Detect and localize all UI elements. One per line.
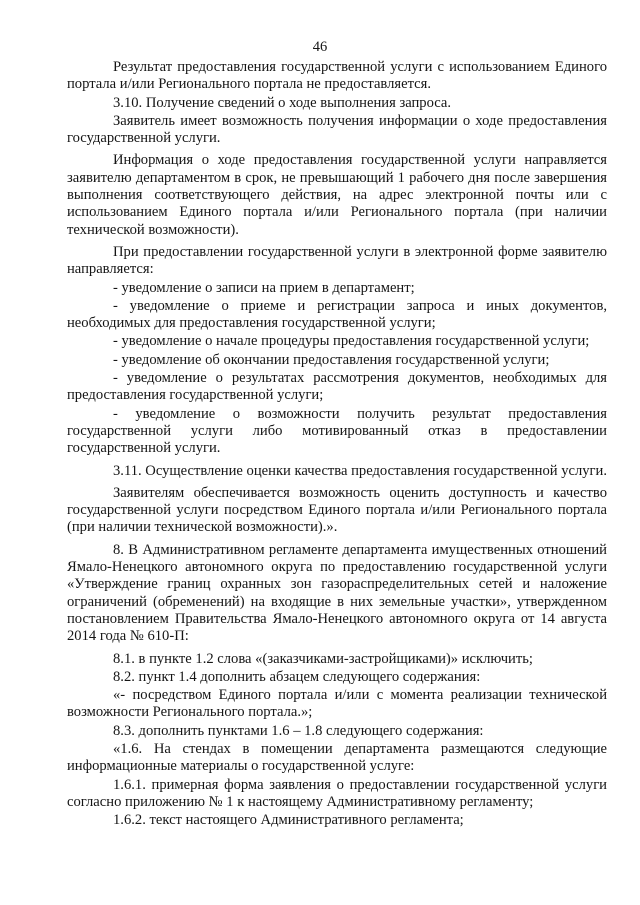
paragraph-applicant-info: Заявитель имеет возможность получения информации о ходе предоставления государственной услуги. bbox=[67, 112, 607, 147]
list-item-procedure-start: - уведомление о начале процедуры предоставления государственной услуги; bbox=[113, 333, 590, 350]
page-number: 46 bbox=[312, 39, 328, 55]
list-item-receive-result: - уведомление о возможности получить результат предоставления государственной услуги либо мотивированный отказ в предоставлении государственной услуги. bbox=[67, 405, 607, 457]
paragraph-progress-info: Информация о ходе предоставления государственной услуги направляется заявителю департаментом в срок, не превышающий 1 рабочего дня после завершения выполнения соответствующего действия, на адрес электронной почты или с использованием Единого портала и/или Регионального портала (при наличии технической возможности). bbox=[67, 152, 607, 238]
heading-3-10: 3.10. Получение сведений о ходе выполнения запроса. bbox=[113, 94, 452, 111]
paragraph-section-8: 8. В Административном регламенте департамента имущественных отношений Ямало-Ненецкого автономного округа по предоставлению государственной услуги «Утверждение границ охранных зон газораспределительных сетей и наложение ограничений (обременений) на входящие в них земельные участки», утвержденном постановлением Правительства Ямало-Ненецкого автономного округа от 14 августа 2014 года № 610-П: bbox=[67, 541, 607, 645]
document-body bbox=[67, 59, 607, 829]
paragraph-8-1: 8.1. в пункте 1.2 слова «(заказчиками-застройщиками)» исключить; bbox=[113, 650, 533, 667]
paragraph-1-6-2: 1.6.2. текст настоящего Административного регламента; bbox=[113, 812, 464, 829]
heading-3-11: 3.11. Осуществление оценки качества предоставления государственной услуги. bbox=[113, 462, 607, 479]
list-item-registration: - уведомление о приеме и регистрации запроса и иных документов, необходимых для предоставления государственной услуги; bbox=[67, 297, 607, 332]
paragraph-8-2: 8.2. пункт 1.4 дополнить абзацем следующего содержания: bbox=[113, 668, 481, 685]
list-item-procedure-end: - уведомление об окончании предоставления государственной услуги; bbox=[113, 351, 550, 368]
paragraph-8-2-quote: «- посредством Единого портала и/или с момента реализации технической возможности Регионального портала.»; bbox=[67, 687, 607, 721]
paragraph-1-6-1: 1.6.1. примерная форма заявления о предоставлении государственной услуги согласно приложению № 1 к настоящему Административному регламенту; bbox=[67, 776, 607, 810]
paragraph-quality-assessment: Заявителям обеспечивается возможность оценить доступность и качество государственной услуги посредством Единого портала и/или Регионального портала (при наличии технической возможности).». bbox=[67, 484, 607, 536]
list-item-appointment: - уведомление о записи на прием в департамент; bbox=[113, 279, 415, 296]
paragraph-1-6: «1.6. На стендах в помещении департамента размещаются следующие информационные материалы о государственной услуге: bbox=[67, 740, 607, 775]
list-item-review-results: - уведомление о результатах рассмотрения документов, необходимых для предоставления государственной услуги; bbox=[67, 370, 607, 404]
paragraph-result-not-provided: Результат предоставления государственной услуги с использованием Единого портала и/или Регионального портала не предоставляется. bbox=[67, 59, 607, 93]
paragraph-electronic-form: При предоставлении государственной услуги в электронной форме заявителю направляется: bbox=[67, 243, 607, 278]
paragraph-8-3: 8.3. дополнить пунктами 1.6 – 1.8 следующего содержания: bbox=[113, 722, 484, 739]
